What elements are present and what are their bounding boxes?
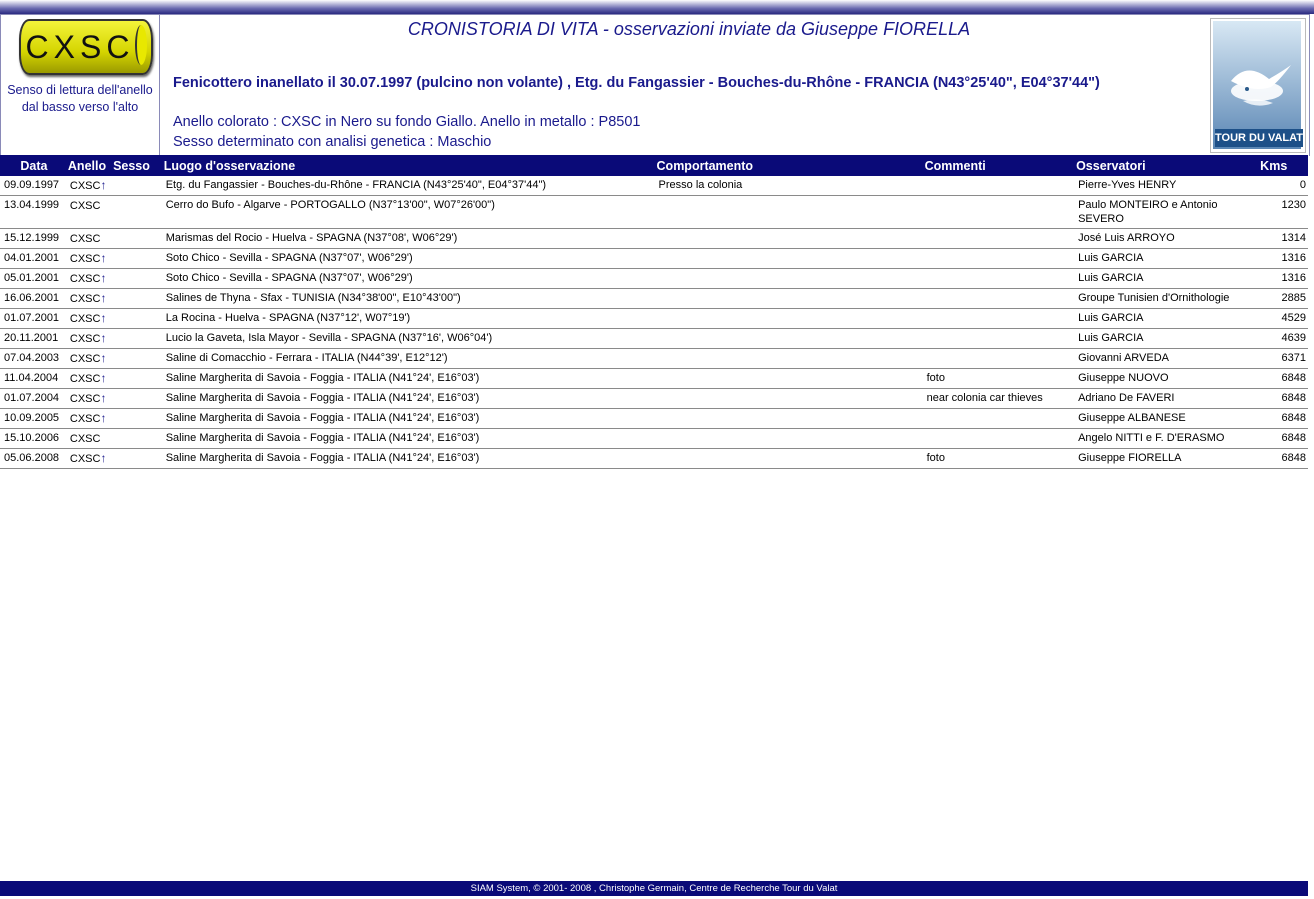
ring-code: CXSC <box>69 253 101 265</box>
table-header-row <box>0 155 1308 176</box>
reading-arrow-icon: ↑ <box>100 451 107 465</box>
reading-arrow-icon: ↑ <box>100 251 107 265</box>
cell-kms: 1316 <box>1258 269 1308 289</box>
ring-code: CXSC <box>69 433 101 445</box>
cell-observers: Paulo MONTEIRO e Antonio SEVERO <box>1074 196 1258 229</box>
cell-ring <box>66 176 162 196</box>
cell-observers: Luis GARCIA <box>1074 329 1258 349</box>
col-date: Data <box>0 155 66 176</box>
cell-location: Saline Margherita di Savoia - Foggia - ITALIA (N41°24', E16°03') <box>162 449 655 469</box>
ring-code: CXSC <box>69 273 101 285</box>
table-row <box>0 176 1308 196</box>
cell-location: Soto Chico - Sevilla - SPAGNA (N37°07', W06°29') <box>162 269 655 289</box>
ring-code: CXSC <box>69 180 101 192</box>
cell-observers: José Luis ARROYO <box>1074 229 1258 249</box>
cell-ring <box>66 429 162 449</box>
cell-behaviour <box>655 409 923 429</box>
cell-behaviour <box>655 229 923 249</box>
ring-code: CXSC <box>69 293 101 305</box>
cell-comments <box>923 309 1074 329</box>
cell-kms: 4529 <box>1258 309 1308 329</box>
cell-observers: Adriano De FAVERI <box>1074 389 1258 409</box>
table-row <box>0 329 1308 349</box>
table-row <box>0 309 1308 329</box>
cell-comments <box>923 269 1074 289</box>
ring-code: CXSC <box>69 373 101 385</box>
table-row <box>0 249 1308 269</box>
logo-label: TOUR DU VALAT <box>1215 129 1303 147</box>
ring-code: CXSC <box>69 333 101 345</box>
cell-observers: Giovanni ARVEDA <box>1074 349 1258 369</box>
cell-kms: 6848 <box>1258 429 1308 449</box>
table-row <box>0 389 1308 409</box>
cell-ring <box>66 369 162 389</box>
cell-ring <box>66 196 162 229</box>
cell-ring <box>66 349 162 369</box>
cell-observers: Luis GARCIA <box>1074 269 1258 289</box>
cell-kms: 2885 <box>1258 289 1308 309</box>
cell-ring <box>66 449 162 469</box>
cell-location: Marismas del Rocio - Huelva - SPAGNA (N37°08', W06°29') <box>162 229 655 249</box>
cell-comments <box>923 196 1074 229</box>
cell-observers: Giuseppe NUOVO <box>1074 369 1258 389</box>
ringing-info: Fenicottero inanellato il 30.07.1997 (pulcino non volante) , Etg. du Fangassier - Bouches-du-Rhône - FRANCIA (N43°25'40", E04°37'44") <box>173 75 1100 91</box>
cell-comments <box>923 249 1074 269</box>
reading-direction-note: Senso di lettura dell'anello dal basso verso l'alto <box>7 83 153 114</box>
cell-kms: 1316 <box>1258 249 1308 269</box>
cell-location: Soto Chico - Sevilla - SPAGNA (N37°07', W06°29') <box>162 249 655 269</box>
cell-observers: Angelo NITTI e F. D'ERASMO <box>1074 429 1258 449</box>
cell-location: Saline Margherita di Savoia - Foggia - ITALIA (N41°24', E16°03') <box>162 389 655 409</box>
observations-table <box>0 155 1308 469</box>
ring-logo-cell <box>1 15 160 156</box>
cell-behaviour <box>655 369 923 389</box>
cell-ring <box>66 409 162 429</box>
cell-ring <box>66 309 162 329</box>
ring-code: CXSC <box>69 200 101 212</box>
cell-location: Salines de Thyna - Sfax - TUNISIA (N34°38'00", E10°43'00") <box>162 289 655 309</box>
reading-arrow-icon: ↑ <box>100 331 107 345</box>
col-sex: Sesso <box>113 158 150 173</box>
table-row <box>0 429 1308 449</box>
cell-kms: 4639 <box>1258 329 1308 349</box>
cell-behaviour <box>655 429 923 449</box>
cell-date: 01.07.2004 <box>0 389 66 409</box>
cell-location: Saline Margherita di Savoia - Foggia - ITALIA (N41°24', E16°03') <box>162 429 655 449</box>
cell-date: 20.11.2001 <box>0 329 66 349</box>
col-ring-sex <box>66 155 162 176</box>
cell-comments: near colonia car thieves <box>923 389 1074 409</box>
ring-code: CXSC <box>69 413 101 425</box>
cell-location: Etg. du Fangassier - Bouches-du-Rhône - FRANCIA (N43°25'40", E04°37'44") <box>162 176 655 196</box>
cell-location: Lucio la Gaveta, Isla Mayor - Sevilla - SPAGNA (N37°16', W06°04') <box>162 329 655 349</box>
ring-description: Anello colorato : CXSC in Nero su fondo Giallo. Anello in metallo : P8501 <box>173 114 641 130</box>
table-row <box>0 229 1308 249</box>
footer: SIAM System, © 2001- 2008 , Christophe Germain, Centre de Recherche Tour du Valat <box>0 881 1308 896</box>
cell-location: Saline di Comacchio - Ferrara - ITALIA (N44°39', E12°12') <box>162 349 655 369</box>
cell-ring <box>66 269 162 289</box>
cell-behaviour: Presso la colonia <box>655 176 923 196</box>
cell-behaviour <box>655 309 923 329</box>
cell-comments: foto <box>923 449 1074 469</box>
cell-ring <box>66 249 162 269</box>
ring-code: CXSC <box>69 453 101 465</box>
cell-date: 01.07.2001 <box>0 309 66 329</box>
cell-kms: 1314 <box>1258 229 1308 249</box>
reading-arrow-icon: ↑ <box>100 391 107 405</box>
table-row <box>0 369 1308 389</box>
col-ring: Anello <box>67 158 107 173</box>
cell-behaviour <box>655 329 923 349</box>
color-ring-image <box>19 19 153 75</box>
reading-arrow-icon: ↑ <box>100 371 107 385</box>
cell-observers: Giuseppe ALBANESE <box>1074 409 1258 429</box>
cell-ring <box>66 389 162 409</box>
cell-observers: Giuseppe FIORELLA <box>1074 449 1258 469</box>
cell-location: La Rocina - Huelva - SPAGNA (N37°12', W07°19') <box>162 309 655 329</box>
cell-observers: Groupe Tunisien d'Ornithologie <box>1074 289 1258 309</box>
reading-arrow-icon: ↑ <box>100 178 107 192</box>
cell-date: 05.06.2008 <box>0 449 66 469</box>
table-row <box>0 289 1308 309</box>
flamingo-logo-image <box>1213 21 1301 149</box>
reading-arrow-icon: ↑ <box>100 351 107 365</box>
cell-kms: 0 <box>1258 176 1308 196</box>
cell-kms: 6848 <box>1258 449 1308 469</box>
cell-kms: 6848 <box>1258 369 1308 389</box>
cell-date: 10.09.2005 <box>0 409 66 429</box>
cell-observers: Luis GARCIA <box>1074 309 1258 329</box>
cell-location: Saline Margherita di Savoia - Foggia - ITALIA (N41°24', E16°03') <box>162 369 655 389</box>
ring-code: CXSC <box>69 393 101 405</box>
cell-date: 09.09.1997 <box>0 176 66 196</box>
top-gradient-bar <box>0 0 1314 14</box>
cell-comments <box>923 176 1074 196</box>
cell-behaviour <box>655 449 923 469</box>
cell-ring <box>66 229 162 249</box>
cell-date: 11.04.2004 <box>0 369 66 389</box>
ring-code: CXSC <box>69 313 101 325</box>
cell-ring <box>66 289 162 309</box>
cell-comments <box>923 349 1074 369</box>
cell-kms: 6848 <box>1258 409 1308 429</box>
cell-date: 13.04.1999 <box>0 196 66 229</box>
tour-du-valat-logo <box>1210 18 1306 153</box>
page-title: CRONISTORIA DI VITA - osservazioni inviate da Giuseppe FIORELLA <box>407 19 971 39</box>
col-location: Luogo d'osservazione <box>162 155 655 176</box>
ring-code: CXSC <box>69 353 101 365</box>
cell-location: Cerro do Bufo - Algarve - PORTOGALLO (N37°13'00", W07°26'00") <box>162 196 655 229</box>
reading-arrow-icon: ↑ <box>100 311 107 325</box>
cell-kms: 6371 <box>1258 349 1308 369</box>
table-row <box>0 449 1308 469</box>
ring-edge <box>135 25 147 65</box>
cell-behaviour <box>655 269 923 289</box>
header <box>0 14 1310 156</box>
cell-behaviour <box>655 249 923 269</box>
cell-comments <box>923 409 1074 429</box>
cell-behaviour <box>655 289 923 309</box>
cell-date: 07.04.2003 <box>0 349 66 369</box>
cell-date: 05.01.2001 <box>0 269 66 289</box>
cell-behaviour <box>655 196 923 229</box>
reading-arrow-icon: ↑ <box>100 291 107 305</box>
cell-comments <box>923 329 1074 349</box>
bird-icon <box>1213 21 1301 131</box>
cell-kms: 6848 <box>1258 389 1308 409</box>
cell-comments <box>923 429 1074 449</box>
table-row <box>0 269 1308 289</box>
cell-observers: Pierre-Yves HENRY <box>1074 176 1258 196</box>
col-observers: Osservatori <box>1074 155 1258 176</box>
table-row <box>0 409 1308 429</box>
ring-code: CXSC <box>69 233 101 245</box>
cell-kms: 1230 <box>1258 196 1308 229</box>
cell-observers: Luis GARCIA <box>1074 249 1258 269</box>
reading-arrow-icon: ↑ <box>100 271 107 285</box>
cell-ring <box>66 329 162 349</box>
cell-behaviour <box>655 349 923 369</box>
cell-date: 15.10.2006 <box>0 429 66 449</box>
cell-date: 15.12.1999 <box>0 229 66 249</box>
table-row <box>0 196 1308 229</box>
cell-behaviour <box>655 389 923 409</box>
col-behaviour: Comportamento <box>655 155 923 176</box>
col-comments: Commenti <box>923 155 1074 176</box>
cell-comments: foto <box>923 369 1074 389</box>
cell-date: 04.01.2001 <box>0 249 66 269</box>
sex-description: Sesso determinato con analisi genetica : Maschio <box>173 134 492 150</box>
cell-comments <box>923 229 1074 249</box>
table-row <box>0 349 1308 369</box>
cell-location: Saline Margherita di Savoia - Foggia - ITALIA (N41°24', E16°03') <box>162 409 655 429</box>
cell-date: 16.06.2001 <box>0 289 66 309</box>
cell-comments <box>923 289 1074 309</box>
reading-arrow-icon: ↑ <box>100 411 107 425</box>
ring-code-label: CXSC <box>25 29 135 65</box>
col-kms: Kms <box>1258 155 1308 176</box>
